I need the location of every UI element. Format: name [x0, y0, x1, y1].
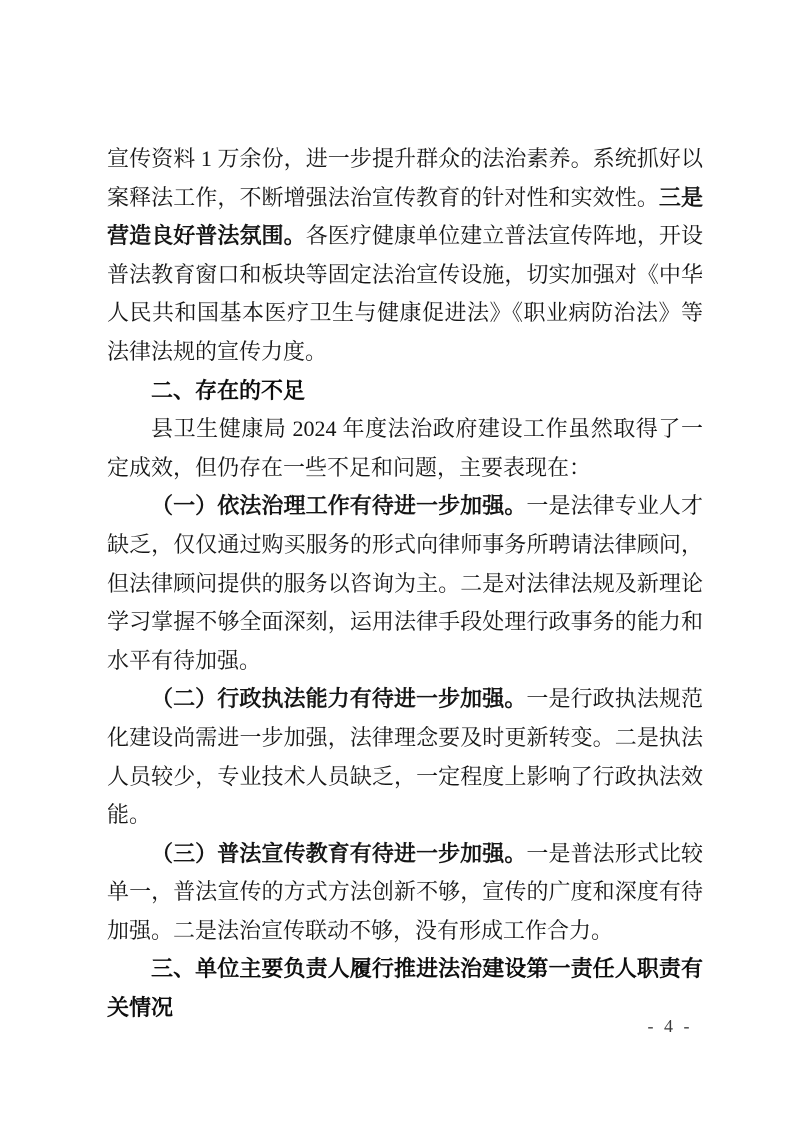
page-number: - 4 -	[647, 1016, 693, 1036]
emphasis-text: （一）依法治理工作有待进一步加强。	[151, 493, 527, 519]
emphasis-text: （三）普法宣传教育有待进一步加强。	[151, 840, 527, 866]
section-heading	[107, 950, 703, 1027]
body-text: 一是行政执法规范化建设尚需进一步加强，法律理念要及时更新转变。二是执法人员较少，专业技术人员缺乏，一定程度上影响了行政执法效能。	[107, 686, 703, 828]
emphasis-text: （二）行政执法能力有待进一步加强。	[151, 686, 527, 712]
paragraph	[107, 835, 703, 951]
emphasis-text: 三、单位主要负责人履行推进法治建设第一责任人职责有关情况	[107, 956, 703, 1021]
body-text: 一是普法形式比较单一，普法宣传的方式方法创新不够，宣传的广度和深度有待加强。二是法治宣传联动不够，没有形成工作合力。	[107, 840, 703, 943]
document-body	[107, 140, 703, 1028]
body-text: 宣传资料 1 万余份，进一步提升群众的法治素养。系统抓好以案释法工作，不断增强法治宣传教育的针对性和实效性。	[107, 146, 703, 210]
body-text: 县卫生健康局 2024 年度法治政府建设工作虽然取得了一定成效，但仍存在一些不足和问题，主要表现在：	[107, 416, 703, 480]
emphasis-text: 二、存在的不足	[151, 377, 306, 403]
paragraph	[107, 140, 703, 372]
body-text: 各医疗健康单位建立普法宣传阵地，开设普法教育窗口和板块等固定法治宣传设施，切实加强对《中华人民共和国基本医疗卫生与健康促进法》《职业病防治法》等法律法规的宣传力度。	[107, 223, 703, 364]
paragraph	[107, 487, 703, 680]
paragraph	[107, 410, 703, 487]
section-heading	[107, 372, 703, 411]
emphasis-text: 三是营造良好普法氛围。	[107, 184, 703, 249]
paragraph	[107, 680, 703, 834]
body-text: 一是法律专业人才缺乏，仅仅通过购买服务的形式向律师事务所聘请法律顾问，但法律顾问提供的服务以咨询为主。二是对法律法规及新理论学习掌握不够全面深刻，运用法律手段处理行政事务的能力和水平有待加强。	[107, 493, 703, 673]
